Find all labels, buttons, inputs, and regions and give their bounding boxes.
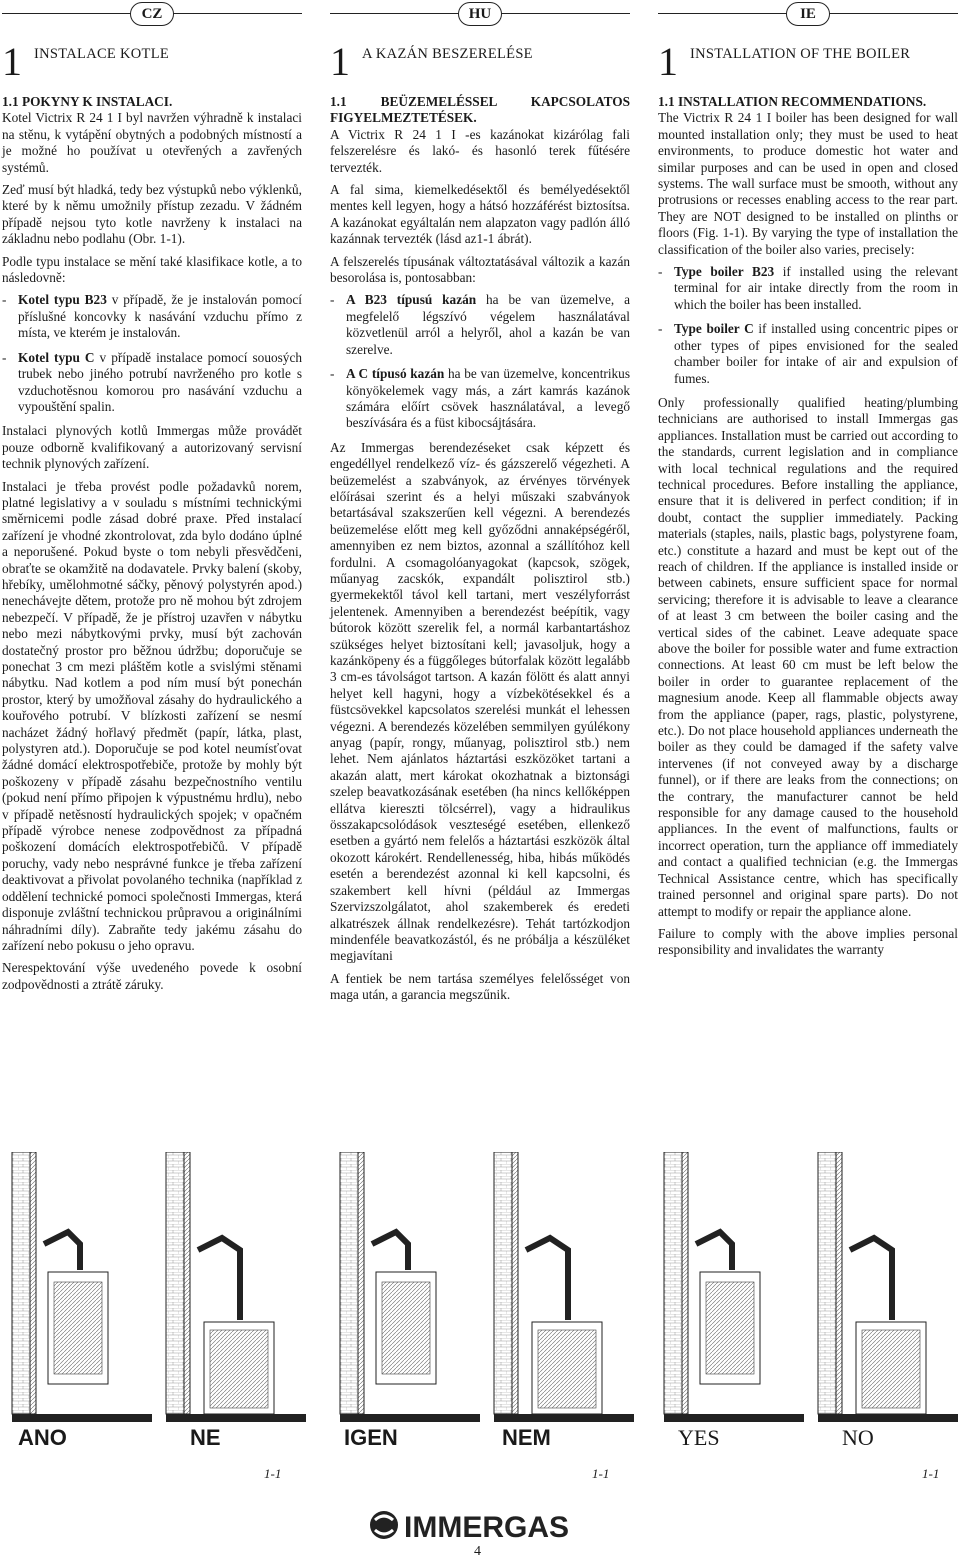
language-badge-cz: CZ [130, 2, 174, 26]
subsection-heading: 1.1 BEÜZEMELÉSSEL KAPCSOLATOS FIGYELMEZTETÉSEK. [330, 94, 630, 126]
list-item: - A C típusó kazán ha be van üzemelve, koncentrikus könyökelemek vagy más, a zárt kamrás kazánok számára előírt csövek használatával, a levegő beszívására és a füst kibocsájtására. [330, 366, 630, 431]
figure-reference-cz: 1-1 [264, 1466, 282, 1481]
list-item-term: Kotel typu C [18, 349, 95, 365]
section-title-text: A KAZÁN BESZERELÉSE [362, 46, 533, 62]
list-item: - Kotel typu C v případě instalace pomocí souosých trubek nebo jiného potrubí navrženého pro kotle s vzduchotěsnou komorou pro nasávání vzduchu a vypouštění spalin. [2, 349, 302, 414]
section-body-ie [658, 94, 958, 965]
list-item-text: if installed using the relevant terminal for air intake directly from the room in which the boiler has been installed. [674, 264, 958, 312]
language-badge-ie: IE [786, 2, 830, 26]
section-body-hu [330, 94, 630, 1010]
section-title-hu [330, 40, 630, 90]
page-number: 4 [474, 1544, 481, 1559]
list-item-text: v případě instalace pomocí souosých trubek nebo jiného potrubí navrženého pro kotle s vzduchotěsnou komorou pro nasávání vzduchu a vypouštění spalin. [18, 349, 302, 414]
svg-text:IMMERGAS: IMMERGAS [404, 1511, 569, 1542]
paragraph: Podle typu instalace se mění také klasifikace kotle, a to následovně: [2, 253, 302, 286]
paragraph: A felszerelés típusának változtatásával változik a kazán besorolása is, pontosabban: [330, 253, 630, 286]
section-number: 1 [330, 39, 350, 84]
figure-label-allowed-hu: IGEN [344, 1425, 398, 1450]
column-ie [658, 0, 959, 958]
list-item: - Kotel typu B23 v případě, že je instalován pomocí příslušné koncovky k nasávání vzduchu přímo z místa, ve kterém je instalován. [2, 292, 302, 341]
figure-reference-ie: 1-1 [922, 1466, 940, 1481]
list-item: - Type boiler C if installed using concentric pipes or other types of pipes envisioned for the sealed chamber boiler for intake of air and expulsion of fumes. [658, 321, 959, 386]
paragraph: A fal sima, kiemelkedésektől és bemélyedésektől mentes kell legyen, hogy a hátsó hozzáférést biztosítsa. A kazánokat egyáltalán nem alapzaton vagy padlón álló kazánnak tervezték (lásd az1-1 ábrát). [330, 182, 630, 247]
paragraph: A fentiek be nem tartása személyes felelősséget von maga után, a garancia megszűnik. [330, 970, 630, 1003]
section-title-text: INSTALACE KOTLE [34, 46, 170, 62]
list-item-term: Type boiler C [674, 321, 754, 337]
paragraph: Az Immergas berendezéseket csak képzett és engedéllyel rendelkező víz- és gázszerelő végezheti. A beüzemelést a szabványok, az érvényes törvények előírásai szerint és a helyi műszaki szabványok betartásával szakszerűen kell végezni. A berendezés beüzemelése előtt meg kell győződni annaképségéről, amennyiben ez nem biztos, azonnal a szállítóhoz kell fordulni. A csomagolóanyagokat (kapcsok, szögek, műanyag zacskók, expandált polisztirol stb.) gyermekektől távol kell tartani, mert veszélyforrást jelentenek. Amennyiben a berendezést beépítik, vagy bútorok között szerelik fel, a normál karbantartáshoz szükséges helyet biztosítani kell; javasoljuk, hogy a kazánköpeny és a függőleges bútorfalak között legalább 3 cm-es távolságot tartson. A kazán fölött és alatt annyi helyet kell hagyni, hogy a vízbekötésekkel és a füstcsövekkel kapcsolatos szerelési munkát el lehessen végezni. A berendezés közelében semmilyen gyúlékony anyag (papír, rongy, műanyag, polisztirol stb.) nem lehet. Nem ajánlatos háztartási eszközöket tartani a akazán alatt, mert károkat okozhatnak a biztonsági szelep beavatkozásának esetében (ha nincs kellőképpen ellátva kiereszti tölcsérrel), vagy a hidraulikus összakapcsolódások veszteségé esetében, ellenkező esetben a gyártó nem felelős a háztartási eszközök által okozott károkért. Rendellenesség, hiba, hibás működés esetén a berendezést azonnal ki kell kapcsolni, és szakembert kell hívni (például az Immergas Szervizszolgálatot, ahol szakemberek és eredeti alkatrészek állnak rendelkezésre). Tehát tartózkodjon mindenféle beavatkozástól, és ne próbálja a készüléket megjavítani [330, 439, 630, 964]
figure-label-forbidden-cz: NE [190, 1425, 221, 1450]
immergas-logo [368, 1508, 596, 1542]
paragraph: Only professionally qualified heating/plumbing technicians are authorised to install Immergas gas appliances. Installation must be carried out according to the standards, current legislation and in compliance with local technical regulations and the required technical procedures. Before installing the appliance, ensure that it is delivered in perfect condition; if in doubt, contact the supplier immediately. Packing materials (staples, nails, plastic bags, polystyrene foam, etc.) constitute a hazard and must be kept out of the reach of children. If the appliance is installed inside or between cabinets, ensure sufficient space for normal servicing; therefore it is advisable to leave a clearance of at least 3 cm between the boiler casing and the vertical sides of the cabinet. Leave adequate space above the boiler for possible water and fume extraction connections. At least 60 cm must be left below the boiler in order to guarantee replacement of the magnesium anode. Keep all flammable objects away from the appliance (paper, rags, plastic, polystyrene, etc.). Do not place household appliances underneath the boiler as they could be damaged if the safety valve intervenes (if not conveyed away by a discharge funnel), or if there are leaks from the connections; on the contrary, the manufacturer cannot be held responsible for any damage caused to the household appliances. In the event of malfunctions, faults or incorrect operation, turn the appliance off immediately and contact a qualified technician (e.g. the Immergas Technical Assistance centre, which has specifically trained personnel and original spare parts). Do not attempt to modify or repair the appliance alone. [658, 394, 958, 919]
section-title-ie [658, 40, 958, 90]
section-number: 1 [2, 39, 22, 84]
list-item-text: ha be van üzemelve, koncentrikus könyökelemek vagy más, a zárt kamrás kazánok számára előírt csövek használatával, a levegő beszívására és a füst kibocsájtására. [346, 366, 630, 431]
column-hu [330, 0, 630, 1003]
list-item-text: if installed using concentric pipes or other types of pipes envisioned for the sealed chamber boiler for intake of air and expulsion of fumes. [674, 321, 959, 386]
section-title-text: INSTALLATION OF THE BOILER [690, 46, 911, 62]
figure-reference-hu: 1-1 [592, 1466, 610, 1481]
figure-label-allowed-cz: ANO [18, 1425, 67, 1450]
list-item-term: Type boiler B23 [674, 264, 775, 280]
paragraph: Instalaci je třeba provést podle požadavků norem, platné legislativy a v souladu s místními technickými směrnicemi podle zásad dobré praxe. Před instalací zařízení je vhodné zkontrolovat, zda bylo dodáno úplné a neporušené. Pokud byste o tom nebyli přesvědčeni, obraťte se okamžitě na dodavatele. Prvky balení (skoby, hřebíky, umělohmotné sáčky, pěnový polystyrén apod.) nenechávejte dětem, protože pro ně mohou být zdrojem nebezpečí. V případě, že je přístroj uzavřen v nábytku nebo mezi nábytkovými prvky, musí být zachován dostatečný prostor pro běžnou údržbu; doporučuje se ponechat 3 cm mezi pláštěm kotle a svislými stěnami nábytku. Nad kotlem a pod ním musí být ponechán prostor, který by umožňoval zásahy do hydraulického a kouřového potrubí. V blízkosti zařízení se nesmí nacházet žádný hořlavý předmět (papír, látka, plast, polystyren atd.). Doporučuje se pod kotel neumísťovat žádné domácí elektrospotřebiče, protože by mohly být poškozeny v případě zásahu bezpečnostního ventilu (pokud není přímo připojen k výpustnému hrdlu), nebo v případě netěsností hydraulických spojek; v opačném případě výrobce nenese zodpovědnost za případná poškození domácích elektrospotřebičů. V případě poruchy, vady nebo nesprávné funkce je třeba zařízení deaktivovat a přivolat povolaného technika (například z oddělení technické pomoci společnosti Immergas, která disponuje zvláštní technickou průpravou a originálními náhradními díly). Zabraňte tedy jakému zásahu do zařízení nebo pokusu o jeho opravu. [2, 478, 302, 953]
paragraph: Kotel Victrix R 24 1 I byl navržen výhradně k instalaci na stěnu, k vytápění obytných a podobných místností a je možné ho používat u otevřených a zavřených systémů. [2, 110, 302, 175]
immergas-logo-icon [368, 1508, 596, 1542]
paragraph: The Victrix R 24 1 I boiler has been designed for wall mounted installation only; they must be used to heat environments, to produce domestic hot water and similar purposes and can be used in open and closed systems. The wall surface must be smooth, without any protrusions or recesses enabling access to the rear part. They are NOT designed to be installed on plinths or floors (Fig. 1-1). By varying the type of installation the classification of the boiler also varies, precisely: [658, 110, 958, 257]
figure-label-allowed-ie: YES [678, 1425, 720, 1450]
list-item-term: Kotel typu B23 [18, 292, 107, 308]
list-item: - A B23 típusú kazán ha be van üzemelve, a megfelelő légszívó végelem használatával közvetlenül arról a helyről, ahol a kazán be van szerelve. [330, 292, 630, 357]
list-item: - Type boiler B23 if installed using the relevant terminal for air intake directly from the room in which the boiler has been installed. [658, 264, 958, 312]
language-header-hu [330, 0, 630, 28]
paragraph: A Victrix R 24 1 I -es kazánokat kizárólag fali felszerelésre és lakó- és hasonló terek fűtésére tervezték. [330, 126, 630, 175]
list-item-term: A C típusó kazán [346, 366, 445, 382]
column-cz [2, 0, 302, 992]
subsection-heading: 1.1 INSTALLATION RECOMMENDATIONS. [658, 94, 927, 109]
figure-label-forbidden-ie: NO [842, 1425, 874, 1450]
paragraph: Zeď musí být hladká, tedy bez výstupků nebo výklenků, které by k němu umožnily přístup zezadu. V žádném případě nejsou tyto kotle navrženy k instalaci na základnu nebo podlahu (Obr. 1-1). [2, 182, 302, 247]
list-item-text: ha be van üzemelve, a megfelelő légszívó végelem használatával közvetlenül arról a helyről, ahol a kazán be van szerelve. [346, 292, 630, 357]
section-title-cz [2, 40, 302, 90]
list-item-term: A B23 típusú kazán [346, 292, 477, 308]
section-number: 1 [658, 39, 678, 84]
subsection-heading: 1.1 POKYNY K INSTALACI. [2, 94, 173, 109]
figure-label-forbidden-hu: NEM [502, 1425, 551, 1450]
language-header-cz [2, 0, 302, 28]
paragraph: Nerespektování výše uvedeného povede k osobní zodpovědnosti a ztrátě záruky. [2, 960, 302, 992]
paragraph: Failure to comply with the above implies personal responsibility and invalidates the warranty [658, 925, 958, 958]
section-body-cz [2, 94, 302, 999]
paragraph: Instalaci plynových kotlů Immergas může provádět pouze odborně kvalifikovaný a autorizovaný servisní technik plynových zařízení. [2, 423, 302, 472]
list-item-text: v případě, že je instalován pomocí příslušné koncovky k nasávání vzduchu přímo z místa, ve kterém je instalován. [18, 292, 302, 341]
language-header-ie [658, 0, 958, 28]
language-badge-hu: HU [458, 2, 502, 26]
